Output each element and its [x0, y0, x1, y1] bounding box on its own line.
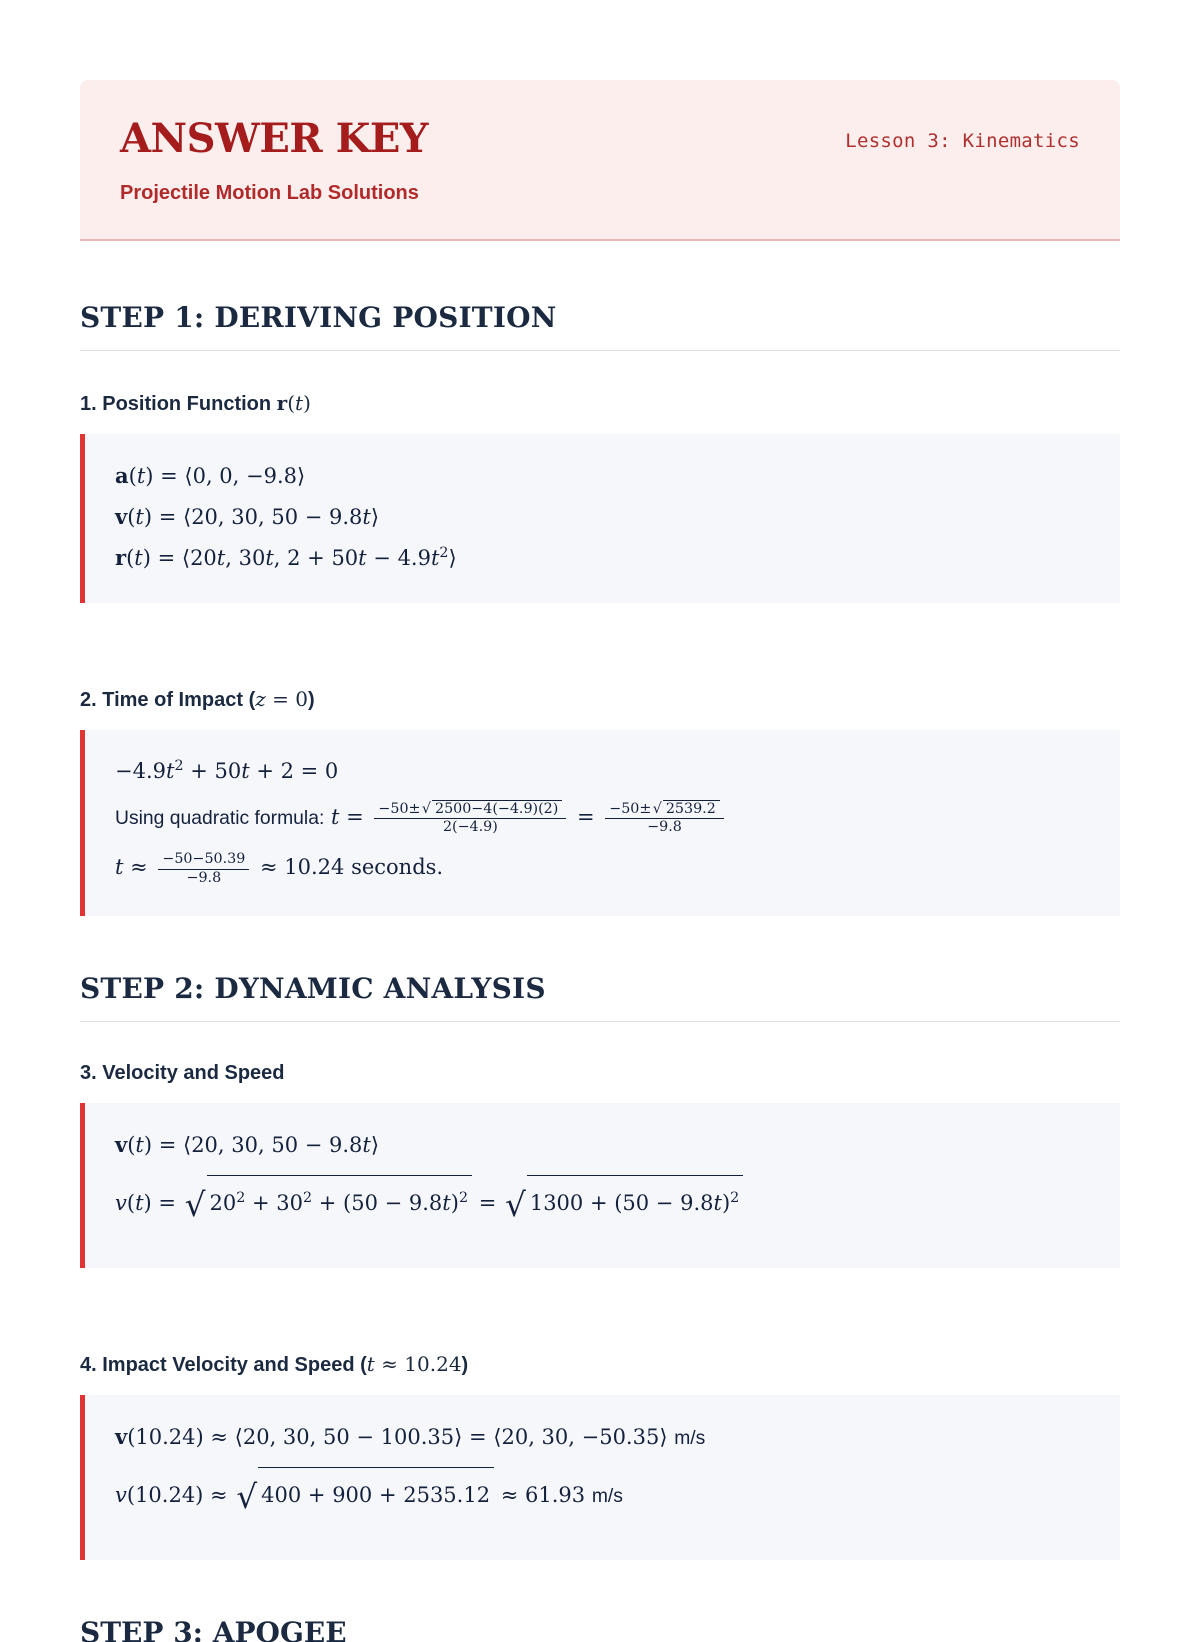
math-line-acceleration: a(t) = ⟨0, 0, −9.8⟩ — [115, 463, 306, 488]
subheading-impact-velocity-text: 4. Impact Velocity and Speed ( — [80, 1354, 367, 1377]
math-line-quadratic-formula: Using quadratic formula: t = $\frac{-50\pm√ 2500-4(-4.9)(2)}{2(-4.9)}$ = $\frac{-50\pm√ 2539.2}{-9.8}$ — [115, 792, 1090, 842]
answer-key-banner — [80, 80, 1120, 241]
math-line-speed: v(t) = √ $20^2 + 30^2 + (50 - 9.8t)^2$ = √ $1300 + (50 - 9.8t)^2$ — [115, 1166, 1090, 1244]
lesson-label: Lesson 3: Kinematics — [845, 130, 1080, 152]
sqrt-1 — [420, 800, 562, 819]
math-block-time-of-impact — [80, 730, 1120, 917]
radical-sign: √ — [236, 1478, 258, 1517]
math-line-velocity: v(t) = ⟨20, 30, 50 − 9.8t⟩ — [115, 503, 380, 529]
section-heading-step-2: STEP 2: DYNAMIC ANALYSIS — [80, 972, 1120, 1022]
subheading-position-function-math: r(t) — [276, 391, 311, 415]
banner-top-row — [120, 115, 1080, 162]
unit-mps-1: m/s — [674, 1428, 706, 1450]
page-subtitle: Projectile Motion Lab Solutions — [120, 182, 419, 204]
radical-sign: √ — [505, 1186, 526, 1225]
quadratic-denominator-1: 2(−4.9) — [442, 819, 498, 836]
radicand-1: 2500−4(−4.9)(2) — [432, 800, 562, 819]
unit-mps-2: m/s — [591, 1486, 623, 1508]
math-block-velocity-speed — [80, 1103, 1120, 1268]
section-heading-step-1: STEP 1: DERIVING POSITION — [80, 301, 1120, 351]
quadratic-numerator-text: −50± — [378, 800, 421, 817]
radicand-impact-speed: 400 + 900 + 2535.12 — [258, 1467, 494, 1520]
radicand-speed-1: $20^2 + 30^2 + (50 - 9.8t)^2$ — [207, 1175, 473, 1228]
subheading-position-function — [80, 391, 1120, 416]
radical-sign: √ — [652, 800, 662, 817]
radicand-2: 2539.2 — [663, 800, 720, 819]
math-line-position: r(t) = ⟨20t, 30t, $2 + 50t - 4.9t^2⟩$ — [115, 544, 457, 570]
radical-sign: √ — [184, 1186, 206, 1225]
impact-time-denominator: −9.8 — [186, 869, 222, 886]
subheading-time-of-impact-text: 2. Time of Impact ( — [80, 688, 256, 711]
spacer — [80, 1276, 1120, 1312]
impact-time-fraction — [158, 851, 249, 888]
sqrt-2 — [651, 800, 719, 819]
math-line-velocity-vector: v(t) = ⟨20, 30, 50 − 9.8t⟩ — [115, 1132, 380, 1158]
impact-speed-result: ≈ 61.93 — [500, 1483, 586, 1508]
impact-time-result: ≈ 10.24 seconds. — [260, 854, 444, 879]
quadratic-numerator-text-2: −50± — [609, 800, 652, 817]
subheading-velocity-speed: 3. Velocity and Speed — [80, 1062, 285, 1085]
math-line-impact-velocity-vector: v(10.24) ≈ ⟨20, 30, 50 − 100.35⟩ = ⟨20, 30, −50.35⟩ m/s — [115, 1424, 706, 1450]
math-line-impact-time-result: t ≈ $\frac{-50-50.39}{-9.8}$ ≈ 10.24 seconds. — [115, 850, 444, 886]
radicand-speed-2: $1300 + (50 - 9.8t)^2$ — [527, 1175, 743, 1228]
section-heading-step-3: STEP 3: APOGEE — [80, 1616, 347, 1642]
quadratic-numerator-2 — [605, 800, 724, 820]
subheading-impact-velocity-math: t ≈ 10.24 — [366, 1352, 462, 1377]
quadratic-fraction-2 — [605, 800, 724, 838]
math-line-quadratic-equation: $-4.9t^2 + 50t + 2 = 0$ — [115, 757, 339, 783]
subheading-time-of-impact-suffix: ) — [307, 688, 315, 711]
subheading-impact-velocity-suffix: ) — [461, 1354, 469, 1377]
sqrt-speed-1 — [183, 1166, 472, 1244]
quadratic-fraction-1 — [374, 800, 566, 838]
math-line-impact-speed: v(10.24) ≈ √ 400 + 900 + 2535.12 ≈ 61.93 m/s — [115, 1458, 1090, 1536]
subheading-time-of-impact — [80, 687, 1120, 712]
math-block-position — [80, 434, 1120, 603]
spacer — [80, 611, 1120, 647]
quadratic-denominator-2: −9.8 — [647, 819, 682, 836]
sqrt-impact-speed — [234, 1458, 494, 1536]
quadratic-formula-label: Using quadratic formula: — [115, 807, 325, 829]
subheading-impact-velocity — [80, 1352, 1120, 1377]
subheading-position-function-text: 1. Position Function — [80, 393, 277, 415]
impact-time-numerator: −50−50.39 — [158, 851, 249, 870]
radical-sign: √ — [421, 800, 431, 817]
subheading-time-of-impact-math: z = 0 — [255, 686, 308, 711]
quadratic-numerator-1 — [374, 800, 566, 820]
page-title: ANSWER KEY — [120, 115, 428, 162]
sqrt-speed-2 — [503, 1166, 743, 1244]
math-block-impact-velocity — [80, 1395, 1120, 1560]
